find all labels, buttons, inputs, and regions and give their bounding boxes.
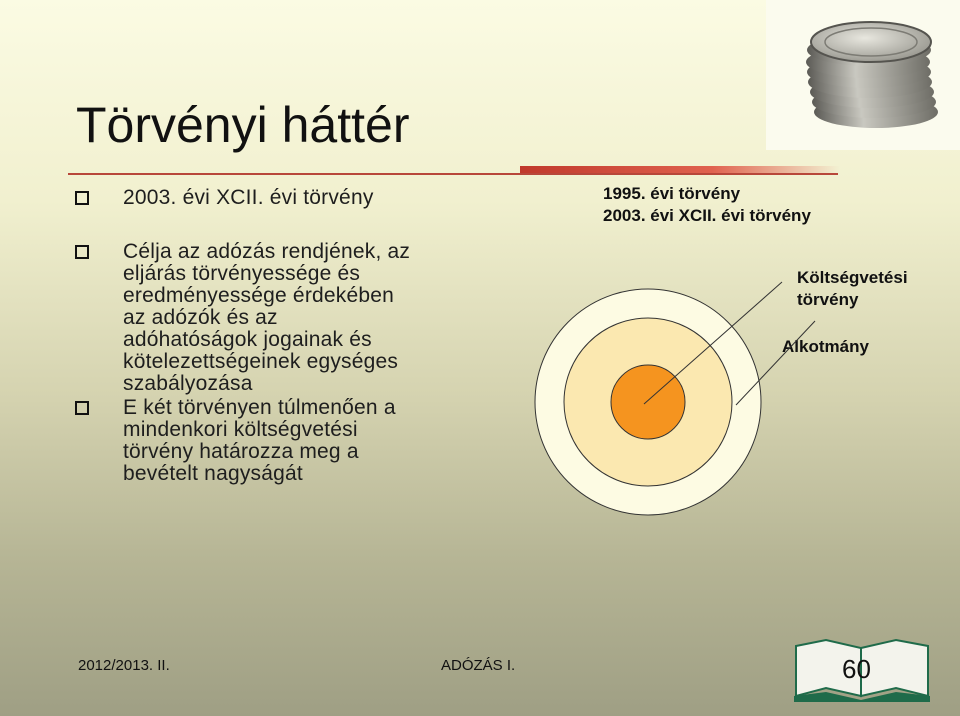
bullet-line: törvény határozza meg a <box>123 440 359 463</box>
footer-course: ADÓZÁS I. <box>441 657 516 674</box>
bullet-line: Célja az adózás rendjének, az <box>123 240 411 263</box>
law-1995: 1995. évi törvény <box>603 184 741 203</box>
bullet-square-icon <box>75 245 89 259</box>
bullet-line: szabályozása <box>123 372 253 395</box>
inner-circle <box>611 365 685 439</box>
label-line: Költségvetési <box>797 268 908 287</box>
title-divider <box>68 173 838 175</box>
page-number: 60 <box>842 654 871 684</box>
bullet-line: E két törvényen túlmenően a <box>123 396 396 419</box>
bullet-line: kötelezettségeinek egységes <box>123 350 399 373</box>
label-constitution: Alkotmány <box>782 337 869 356</box>
coins-icon <box>766 0 960 150</box>
concentric-circles-diagram <box>520 280 840 540</box>
bullet-line: az adózók és az <box>123 306 278 329</box>
page-title: Törvényi háttér <box>76 97 410 153</box>
bullet-line: eljárás törvényessége és <box>123 262 361 285</box>
bullet-line: mindenkori költségvetési <box>123 418 358 441</box>
bullet-text-law <box>123 187 374 209</box>
bullet-line: adóhatóságok jogainak és <box>123 328 372 351</box>
footer-date: 2012/2013. II. <box>78 657 170 674</box>
law-2003: 2003. évi XCII. évi törvény <box>603 206 811 225</box>
coin-stack-image <box>766 0 960 150</box>
bullet-line: eredményessége érdekében <box>123 284 394 307</box>
bullet-line: 2003. évi XCII. évi törvény <box>123 186 374 209</box>
bullet-square-icon <box>75 401 89 415</box>
bullet-text-budget <box>123 397 396 485</box>
label-line: törvény <box>797 290 859 309</box>
bullet-text-purpose <box>123 241 410 395</box>
bullet-line: bevételt nagyságát <box>123 462 303 485</box>
bullet-square-icon <box>75 191 89 205</box>
